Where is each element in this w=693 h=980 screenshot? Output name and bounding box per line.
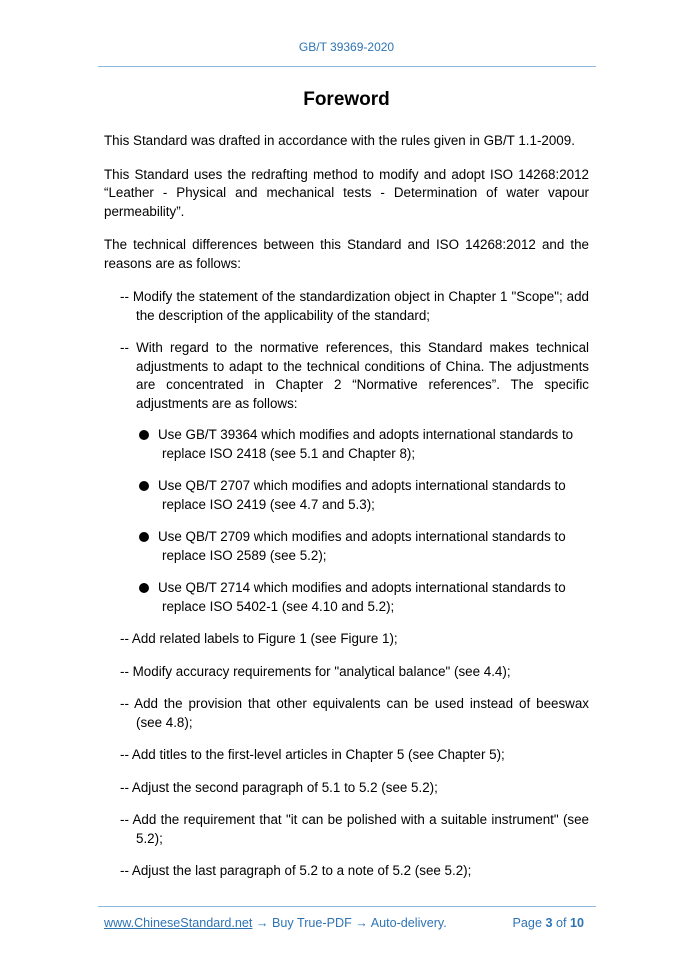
running-header: GB/T 39369-2020 xyxy=(298,40,395,54)
paragraph-redrafting-method: This Standard uses the redrafting method to modify and adopt ISO 14268:2012 “Leather - Physical and mechanical tests - Determination of water vapour permeability”. xyxy=(104,166,589,219)
normative-adjustments-list xyxy=(104,426,589,616)
bullet-line: Use QB/T 2707 which modifies and adopts international standards to xyxy=(158,478,566,493)
bullet-line: replace ISO 2418 (see 5.1 and Chapter 8); xyxy=(162,445,416,461)
adjustment-bullet-item xyxy=(104,477,589,514)
page-number xyxy=(513,916,584,930)
page-label: Page xyxy=(512,916,542,930)
website-link[interactable]: www.ChineseStandard.net xyxy=(104,916,253,930)
adjustment-bullet-item xyxy=(104,426,589,463)
bullet-dot-icon xyxy=(139,532,149,542)
bullet-dot-icon xyxy=(139,430,149,440)
difference-item-scope: -- Modify the statement of the standardization object in Chapter 1 "Scope"; add the description of the applicability of the standard; xyxy=(120,289,589,323)
page-footer xyxy=(104,916,586,930)
bullet-line: replace ISO 5402-1 (see 4.10 and 5.2); xyxy=(162,598,395,614)
paragraph-technical-differences: The technical differences between this Standard and ISO 14268:2012 and the reasons are as follows: xyxy=(104,237,589,271)
page-total: 10 xyxy=(569,916,584,930)
bullet-line: Use QB/T 2714 which modifies and adopts international standards to xyxy=(158,580,566,595)
difference-item-last-paragraph-note: -- Adjust the last paragraph of 5.2 to a note of 5.2 (see 5.2); xyxy=(120,863,472,878)
bullet-line: replace ISO 2419 (see 4.7 and 5.3); xyxy=(162,496,375,512)
bullet-dot-icon xyxy=(139,583,149,593)
difference-item-normative-references: -- With regard to the normative references, this Standard makes technical adjustments to adapt to the technical conditions of China. The adjustments are concentrated in Chapter 2 “Normative references”. The specific adjustments are as follows: xyxy=(120,340,589,411)
page-title: Foreword xyxy=(303,89,390,110)
bullet-dot-icon xyxy=(139,481,149,491)
page-current: 3 xyxy=(545,916,553,930)
bullet-line: Use QB/T 2709 which modifies and adopts international standards to xyxy=(158,529,566,544)
footer-tagline: → Buy True-PDF → Auto-delivery. xyxy=(252,916,447,930)
difference-item-polishing: -- Add the requirement that "it can be polished with a suitable instrument" (see 5.2); xyxy=(120,812,589,846)
adjustment-bullet-item xyxy=(104,528,589,565)
page-of: of xyxy=(555,916,567,930)
foreword-body xyxy=(104,132,589,895)
difference-item-beeswax: -- Add the provision that other equivalents can be used instead of beeswax (see 4.8); xyxy=(120,696,589,730)
difference-item-figure-labels: -- Add related labels to Figure 1 (see Figure 1); xyxy=(120,631,398,646)
header-divider xyxy=(98,66,596,67)
paragraph-drafting-rules: This Standard was drafted in accordance with the rules given in GB/T 1.1-2009. xyxy=(104,133,575,148)
difference-item-analytical-balance: -- Modify accuracy requirements for "analytical balance" (see 4.4); xyxy=(120,663,511,679)
footer-divider xyxy=(98,906,596,907)
bullet-line: Use GB/T 39364 which modifies and adopts international standards to xyxy=(158,427,574,442)
adjustment-bullet-item xyxy=(104,579,589,616)
bullet-line: replace ISO 2589 (see 5.2); xyxy=(162,547,327,563)
difference-item-second-paragraph: -- Adjust the second paragraph of 5.1 to 5.2 (see 5.2); xyxy=(120,779,438,795)
difference-item-chapter-titles: -- Add titles to the first-level articles in Chapter 5 (see Chapter 5); xyxy=(120,747,505,762)
